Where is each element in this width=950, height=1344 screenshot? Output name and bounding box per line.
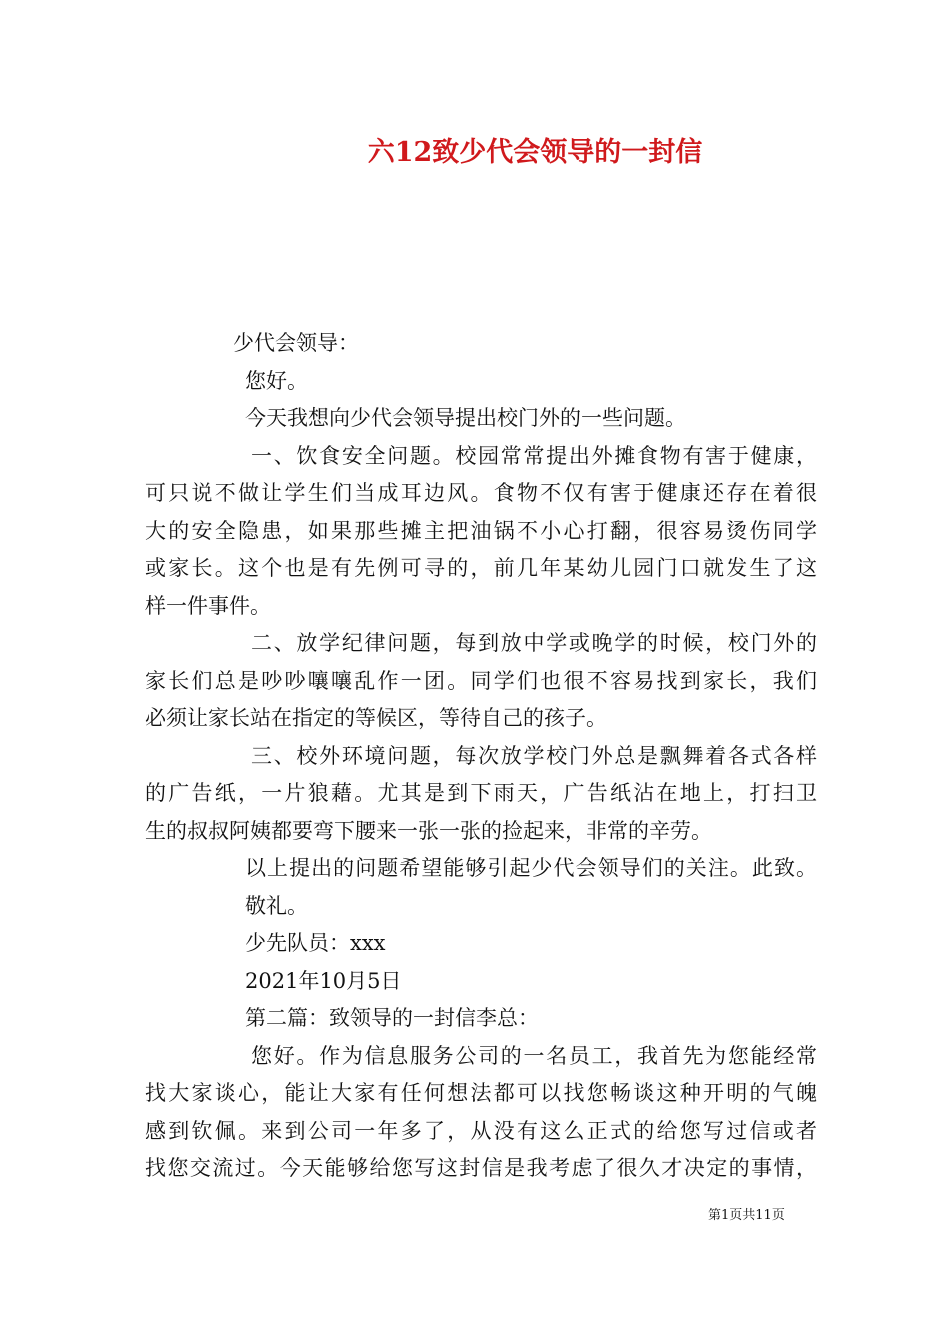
paragraph-line: 必须让家长站在指定的等候区，等待自己的孩子。 — [145, 706, 607, 730]
date-line: 2021年10月5日 — [245, 968, 402, 993]
intro-line: 今天我想向少代会领导提出校门外的一些问题。 — [245, 406, 686, 430]
paragraph-line: 二、放学纪律问题，每到放中学或晚学的时候，校门外的 — [251, 631, 817, 655]
section-heading: 第二篇：致领导的一封信李总： — [245, 1006, 539, 1030]
paragraph-line: 找您交流过。今天能够给您写这封信是我考虑了很久才决定的事情， — [145, 1156, 817, 1180]
paragraph-line: 一、饮食安全问题。校园常常提出外摊食物有害于健康， — [251, 443, 817, 468]
paragraph-line: 可只说不做让学生们当成耳边风。食物不仅有害于健康还存在着很 — [145, 481, 817, 505]
paragraph-line: 感到钦佩。来到公司一年多了，从没有这么正式的给您写过信或者 — [145, 1118, 817, 1143]
paragraph-line: 家长们总是吵吵嚷嚷乱作一团。同学们也很不容易找到家长，我们 — [145, 668, 817, 693]
document-title: 六12致少代会领导的一封信 — [367, 137, 703, 168]
paragraph-line: 三、校外环境问题，每次放学校门外总是飘舞着各式各样 — [251, 743, 817, 768]
signature-line: 少先队员：xxx — [245, 931, 386, 955]
paragraph-line: 找大家谈心，能让大家有任何想法都可以找您畅谈这种开明的气魄 — [145, 1081, 817, 1105]
closing-line: 以上提出的问题希望能够引起少代会领导们的关注。此致。 — [245, 856, 817, 880]
paragraph-line: 样一件事件。 — [145, 593, 271, 618]
salutation-line: 少代会领导： — [233, 331, 359, 355]
paragraph-line: 或家长。这个也是有先例可寻的，前几年某幼儿园门口就发生了这 — [145, 556, 817, 580]
greeting-line: 您好。 — [245, 368, 308, 393]
paragraph-line: 您好。作为信息服务公司的一名员工，我首先为您能经常 — [251, 1043, 817, 1068]
paragraph-line: 生的叔叔阿姨都要弯下腰来一张一张的捡起来，非常的辛劳。 — [145, 818, 712, 843]
letter-body — [145, 325, 817, 1188]
regards-line: 敬礼。 — [245, 893, 308, 918]
paragraph-line: 大的安全隐患，如果那些摊主把油锅不小心打翻，很容易烫伤同学 — [145, 518, 817, 543]
page-number: 第1页共11页 — [708, 1208, 785, 1223]
paragraph-line: 的广告纸，一片狼藉。尤其是到下雨天，广告纸沾在地上，打扫卫 — [145, 781, 817, 805]
